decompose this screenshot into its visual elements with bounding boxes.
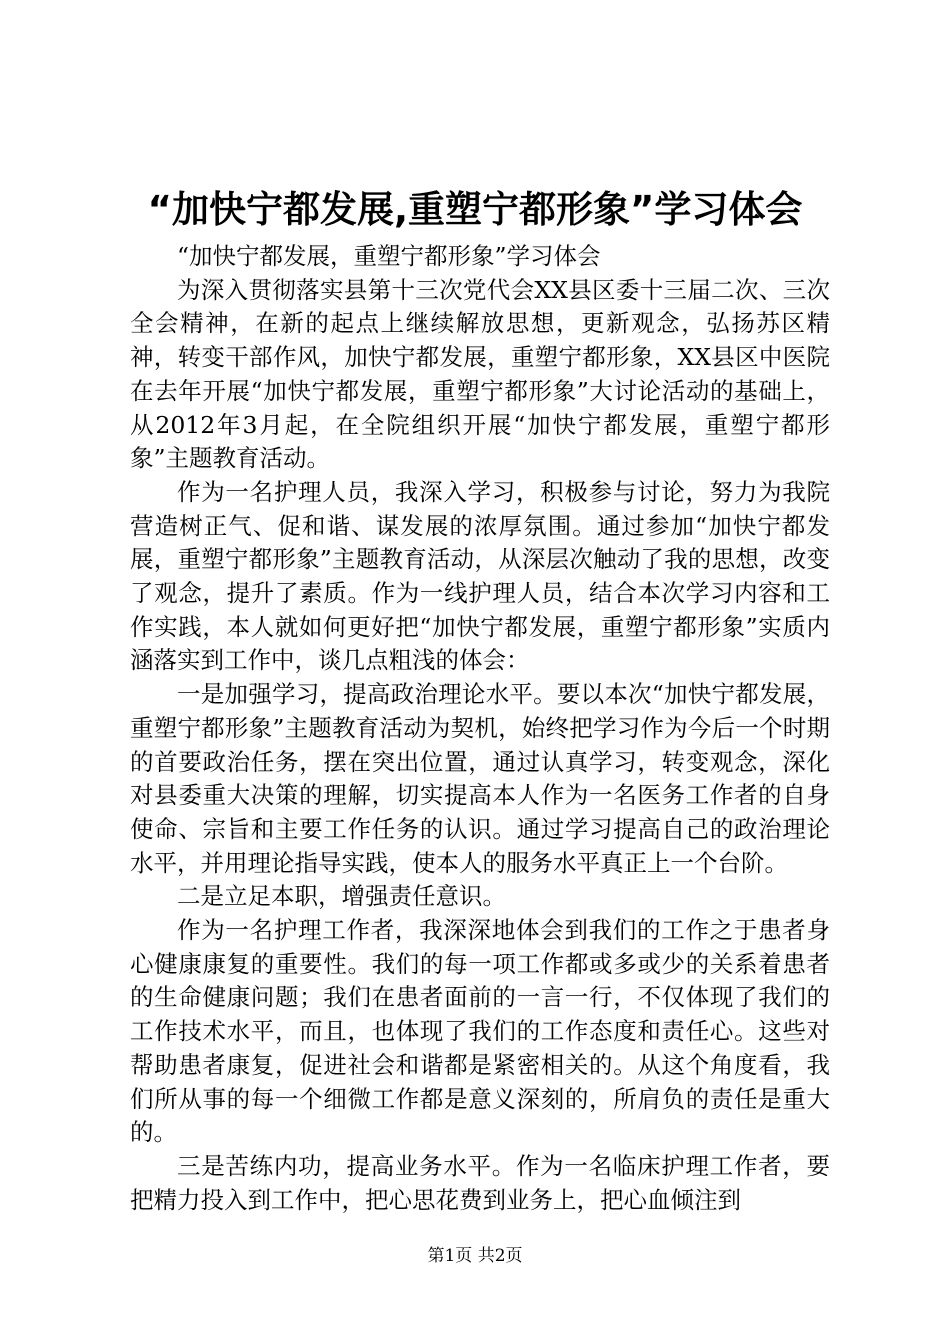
page-number-footer: 第1页 共2页: [427, 1246, 523, 1266]
body-paragraph: 一是加强学习，提高政治理论水平。要以本次“加快宁都发展，重塑宁都形象”主题教育活动为契机，始终把学习作为今后一个时期的首要政治任务，摆在突出位置，通过认真学习，转变观念，深化对县委重大决策的理解，切实提高本人作为一名医务工作者的自身使命、宗旨和主要工作任务的认识。通过学习提高自己的政治理论水平，并用理论指导实践，使本人的服务水平真正上一个台阶。: [130, 680, 830, 877]
body-paragraph: 二是立足本职，增强责任意识。: [177, 882, 506, 911]
body-paragraph: 三是苦练内功，提高业务水平。作为一名临床护理工作者，要把精力投入到工作中，把心思花费到业务上，把心血倾注到: [130, 1151, 830, 1214]
body-paragraph: 作为一名护理工作者，我深深地体会到我们的工作之于患者身心健康康复的重要性。我们的每一项工作都或多或少的关系着患者的生命健康问题；我们在患者面前的一言一行，不仅体现了我们的工作技术水平，而且，也体现了我们的工作态度和责任心。这些对帮助患者康复，促进社会和谐都是紧密相关的。从这个角度看，我们所从事的每一个细微工作都是意义深刻的，所肩负的责任是重大的。: [130, 916, 830, 1147]
subtitle-paragraph: “加快宁都发展，重塑宁都形象”学习体会: [177, 242, 601, 270]
document-title: “加快宁都发展,重塑宁都形象”学习体会: [147, 188, 803, 231]
body-paragraph: 为深入贯彻落实县第十三次党代会XX县区委十三届二次、三次全会精神，在新的起点上继续解放思想，更新观念，弘扬苏区精神，转变干部作风，加快宁都发展，重塑宁都形象，XX县区中医院在去年开展“加快宁都发展，重塑宁都形象”大讨论活动的基础上，从2012年3月起，在全院组织开展“加快宁都发展，重塑宁都形象”主题教育活动。: [130, 275, 830, 473]
document-body: [130, 240, 830, 1217]
body-paragraph: 作为一名护理人员，我深入学习，积极参与讨论，努力为我院营造树正气、促和谐、谋发展的浓厚氛围。通过参加“加快宁都发展，重塑宁都形象”主题教育活动，从深层次触动了我的思想，改变了观念，提升了素质。作为一线护理人员，结合本次学习内容和工作实践，本人就如何更好把“加快宁都发展，重塑宁都形象”实质内涵落实到工作中，谈几点粗浅的体会：: [130, 477, 830, 675]
